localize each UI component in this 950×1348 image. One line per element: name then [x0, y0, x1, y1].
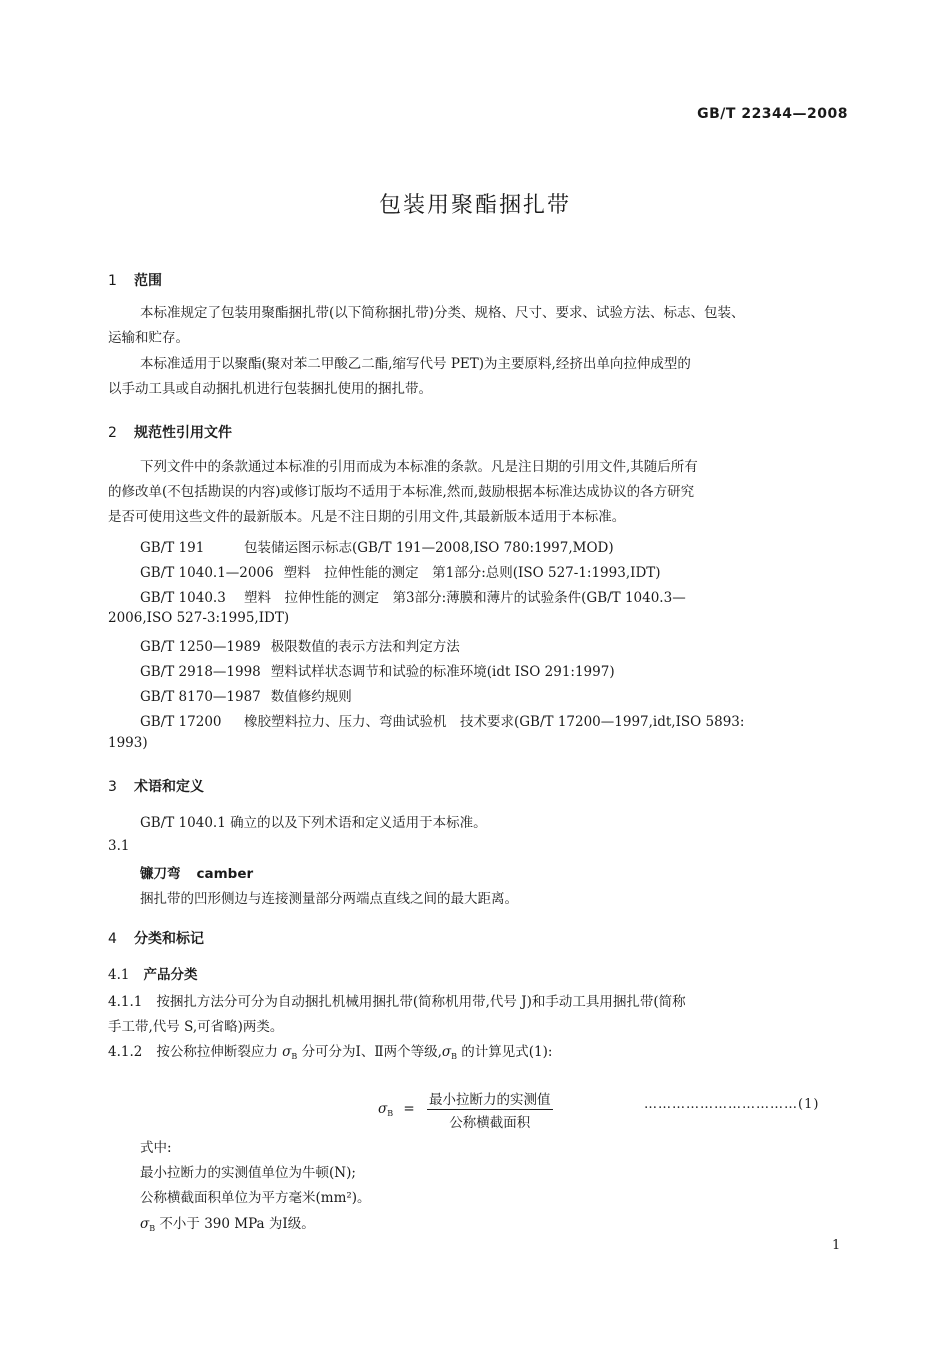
section-4-heading: [108, 928, 204, 948]
section-number: 4: [108, 931, 117, 947]
text-line: 的修改单(不包括勘误的内容)或修订版均不适用于本标准,然而,鼓励根据本标准达成协议的各方研究: [108, 484, 695, 500]
reference-title: 塑料 拉伸性能的测定 第1部分:总则(ISO 527-1:1993,IDT): [283, 565, 661, 581]
section-1-heading: [108, 270, 162, 290]
term-definition: 捆扎带的凹形侧边与连接测量部分两端点直线之间的最大距离。: [140, 891, 518, 907]
sigma-symbol: σ: [140, 1216, 150, 1232]
reference-title: 塑料试样状态调节和试验的标准环境(idt ISO 291:1997): [270, 664, 615, 680]
term-chinese: 镰刀弯: [140, 866, 181, 882]
reference-item: [140, 561, 661, 581]
text-line: 本标准规定了包装用聚酯捆扎带(以下简称捆扎带)分类、规格、尺寸、要求、试验方法、标志、包装、: [140, 305, 745, 321]
where-item: 公称横截面积单位为平方毫米(mm²)。: [140, 1190, 371, 1206]
reference-title: 极限数值的表示方法和判定方法: [270, 639, 460, 655]
sigma-symbol: σ: [378, 1101, 388, 1117]
clause-4-1-2: [108, 1040, 552, 1061]
reference-code: GB/T 8170—1987: [140, 689, 261, 705]
section-3-intro: GB/T 1040.1 确立的以及下列术语和定义适用于本标准。: [140, 815, 487, 831]
text-line: 分可分为Ⅰ、Ⅱ两个等级,: [301, 1044, 442, 1060]
section-number: 2: [108, 425, 117, 441]
section-title: 规范性引用文件: [134, 425, 232, 441]
clause-number: 4.1.2: [108, 1044, 143, 1060]
section-title: 范围: [134, 273, 162, 289]
text-line: 本标准适用于以聚酯(聚对苯二甲酸乙二酯,缩写代号 PET)为主要原料,经挤出单向拉伸成型的: [140, 356, 691, 372]
reference-code: GB/T 17200: [140, 714, 222, 730]
clause-4-1-1: [108, 990, 686, 1010]
reference-continuation: 2006,ISO 527-3:1995,IDT): [108, 610, 290, 626]
reference-code: GB/T 191: [140, 540, 205, 556]
where-item: [140, 1212, 315, 1233]
section-title: 术语和定义: [134, 779, 204, 795]
section-title: 分类和标记: [134, 931, 204, 947]
sigma-subscript: B: [291, 1052, 298, 1061]
reference-title: 橡胶塑料拉力、压力、弯曲试验机 技术要求(GB/T 17200—1997,idt,ISO 5893:: [244, 714, 745, 730]
text-line: 下列文件中的条款通过本标准的引用而成为本标准的条款。凡是注日期的引用文件,其随后所有: [140, 459, 698, 475]
reference-continuation: 1993): [108, 735, 148, 751]
clause-4-1-1-continuation: 手工带,代号 S,可省略)两类。: [108, 1019, 284, 1035]
equation-number: ……………………………(1): [644, 1097, 820, 1112]
reference-item: [140, 710, 744, 730]
reference-title: 包装储运图示标志(GB/T 191—2008,ISO 780:1997,MOD): [244, 540, 614, 556]
standard-code: GB/T 22344—2008: [697, 106, 848, 122]
text-line: 的计算见式(1):: [461, 1044, 553, 1060]
term-english: camber: [196, 866, 254, 882]
document-title: 包装用聚酯捆扎带: [378, 193, 571, 218]
section-2-heading: [108, 422, 232, 442]
reference-code: GB/T 1040.1—2006: [140, 565, 274, 581]
where-label: 式中:: [140, 1140, 172, 1156]
reference-item: [140, 635, 460, 655]
formula-1: [378, 1088, 553, 1131]
reference-item: [140, 685, 352, 705]
clause-number: 3.1: [108, 838, 130, 854]
section-number: 1: [108, 273, 117, 289]
reference-item: [140, 536, 614, 556]
section-3-heading: [108, 776, 204, 796]
reference-item: [140, 660, 615, 680]
sigma-subscript: B: [451, 1052, 457, 1061]
subsection-4-1-heading: [108, 963, 197, 983]
reference-title: 塑料 拉伸性能的测定 第3部分:薄膜和薄片的试验条件(GB/T 1040.3—: [244, 590, 686, 606]
clause-number: 4.1.1: [108, 994, 143, 1010]
section-2-intro: [108, 455, 848, 530]
where-item: 最小拉断力的实测值单位为牛顿(N);: [140, 1165, 356, 1181]
equals-sign: =: [403, 1101, 415, 1117]
sigma-subscript: B: [149, 1224, 156, 1233]
text-line: 运输和贮存。: [108, 330, 189, 346]
text-line: 按公称拉伸断裂应力: [156, 1044, 278, 1060]
sigma-subscript: B: [387, 1109, 394, 1118]
section-1-paragraph-2: [108, 352, 848, 402]
fraction-denominator: 公称横截面积: [449, 1115, 531, 1131]
clause-number: 4.1: [108, 967, 130, 983]
text-line: 按捆扎方法分可分为自动捆扎机械用捆扎带(简称机用带,代号 J)和手动工具用捆扎带(简称: [156, 994, 686, 1010]
section-1-paragraph-1: [108, 301, 848, 351]
text-line: 是否可使用这些文件的最新版本。凡是不注日期的引用文件,其最新版本适用于本标准。: [108, 509, 626, 525]
subsection-title: 产品分类: [143, 967, 198, 983]
text-line: 以手动工具或自动捆扎机进行包装捆扎使用的捆扎带。: [108, 381, 432, 397]
section-number: 3: [108, 779, 117, 795]
reference-code: GB/T 2918—1998: [140, 664, 261, 680]
sigma-symbol: σ: [441, 1044, 452, 1060]
reference-code: GB/T 1040.3: [140, 590, 226, 606]
reference-code: GB/T 1250—1989: [140, 639, 261, 655]
page-number: 1: [832, 1238, 841, 1253]
fraction-numerator: 最小拉断力的实测值: [427, 1088, 553, 1110]
term-entry: [140, 862, 253, 882]
sigma-symbol: σ: [282, 1044, 292, 1060]
reference-title: 数值修约规则: [270, 689, 352, 705]
fraction: [427, 1088, 553, 1131]
text-line: 不小于 390 MPa 为Ⅰ级。: [159, 1216, 315, 1232]
reference-item: [140, 586, 686, 606]
